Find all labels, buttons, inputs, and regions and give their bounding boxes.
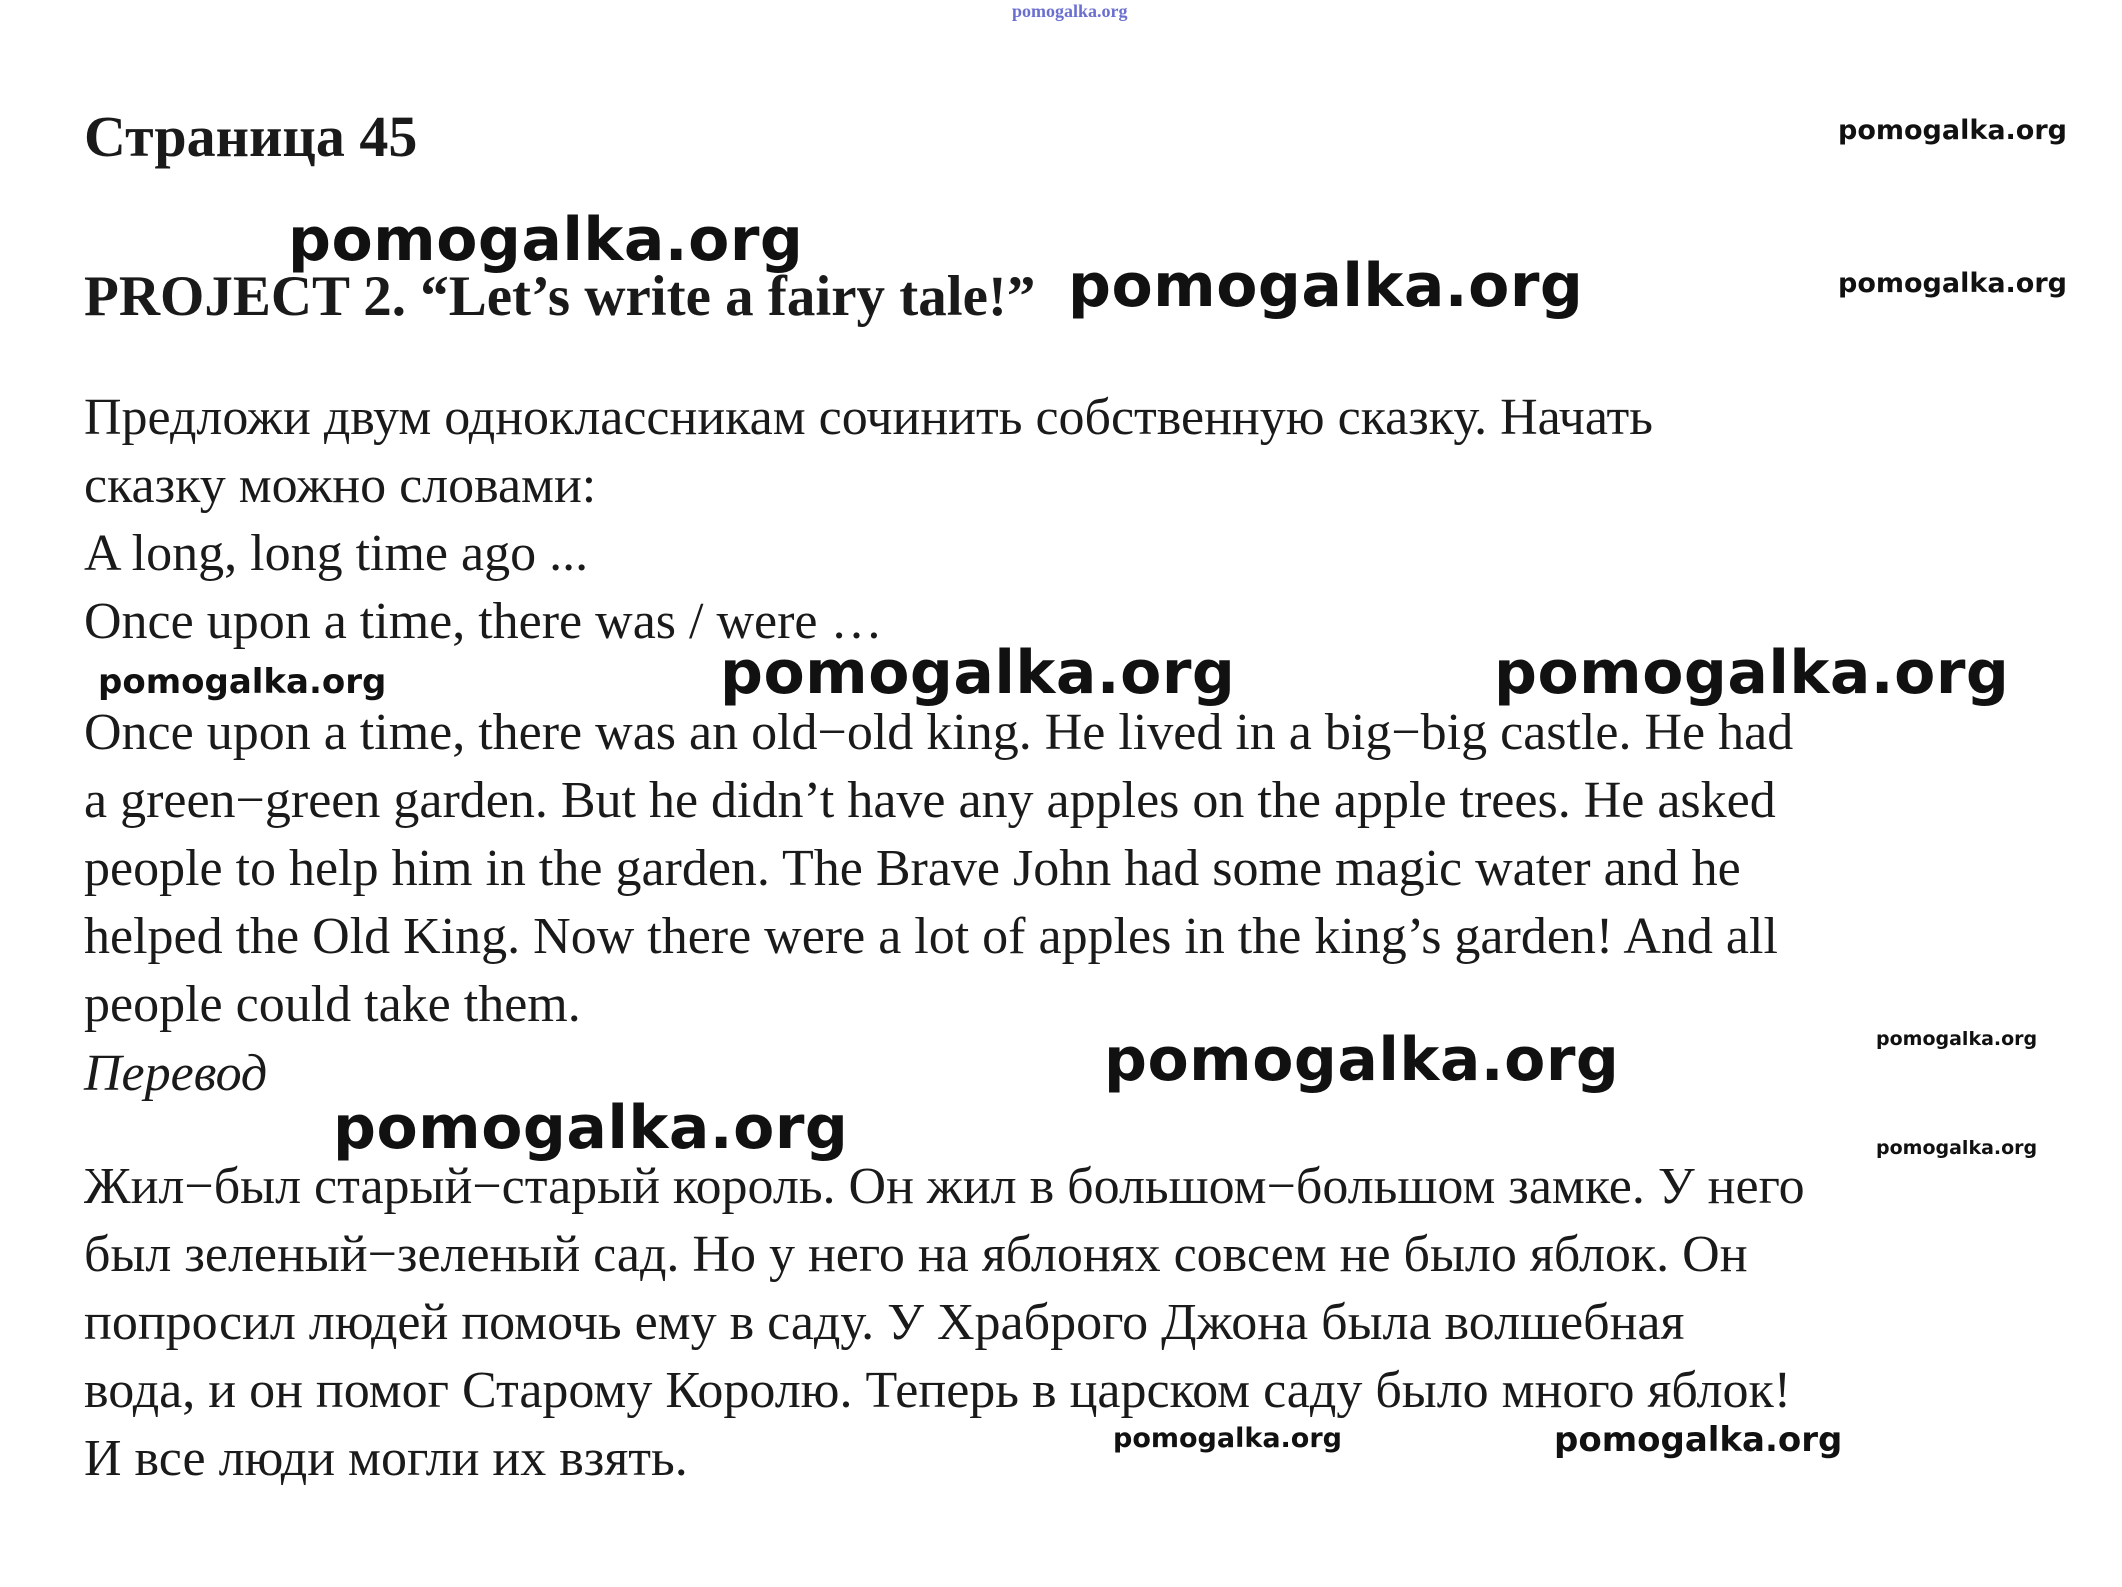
watermark: pomogalka.org (98, 662, 387, 702)
task-line: A long, long time ago ... (84, 525, 589, 582)
watermark: pomogalka.org (1876, 1028, 2038, 1050)
translation-line: И все люди могли их взять. (84, 1430, 688, 1487)
story-line: helped the Old King. Now there were a lot of apples in the king’s garden! And all (84, 908, 1778, 965)
translation-line: был зеленый−зеленый сад. Но у него на яблонях совсем не было яблок. Он (84, 1226, 1748, 1283)
story-paragraph (84, 699, 1793, 1039)
translation-line: попросил людей помочь ему в саду. У Храброго Джона была волшебная (84, 1294, 1685, 1351)
watermark: pomogalka.org (720, 638, 1236, 708)
watermark: pomogalka.org (1494, 638, 2010, 708)
watermark: pomogalka.org (1113, 1423, 1342, 1454)
watermark: pomogalka.org (1838, 268, 2067, 299)
translation-line: вода, и он помог Старому Королю. Теперь в царском саду было много яблок! (84, 1362, 1792, 1419)
story-line: Once upon a time, there was an old−old king. He lived in a big−big castle. He had (84, 704, 1794, 761)
task-paragraph (84, 384, 1653, 656)
watermark: pomogalka.org (1068, 251, 1584, 321)
page-title: Страница 45 (84, 104, 418, 169)
watermark-top: pomogalka.org (1012, 1, 1128, 21)
watermark: pomogalka.org (1838, 115, 2067, 146)
watermark: pomogalka.org (288, 205, 804, 275)
story-line: a green−green garden. But he didn’t have any apples on the apple trees. He asked (84, 772, 1776, 829)
story-line: people could take them. (84, 976, 581, 1033)
task-line: Once upon a time, there was / were … (84, 593, 883, 650)
translation-line: Жил−был старый−старый король. Он жил в большом−большом замке. У него (84, 1158, 1805, 1215)
task-line: Предложи двум одноклассникам сочинить собственную сказку. Начать (84, 389, 1653, 446)
watermark: pomogalka.org (1876, 1137, 2038, 1159)
watermark: pomogalka.org (1104, 1025, 1620, 1095)
translation-paragraph (84, 1153, 1805, 1493)
story-line: people to help him in the garden. The Brave John had some magic water and he (84, 840, 1741, 897)
task-line: сказку можно словами: (84, 457, 597, 514)
watermark: pomogalka.org (333, 1093, 849, 1163)
translation-label: Перевод (84, 1045, 268, 1102)
project-title: PROJECT 2. “Let’s write a fairy tale!” (84, 265, 1036, 328)
watermark: pomogalka.org (1554, 1420, 1843, 1460)
